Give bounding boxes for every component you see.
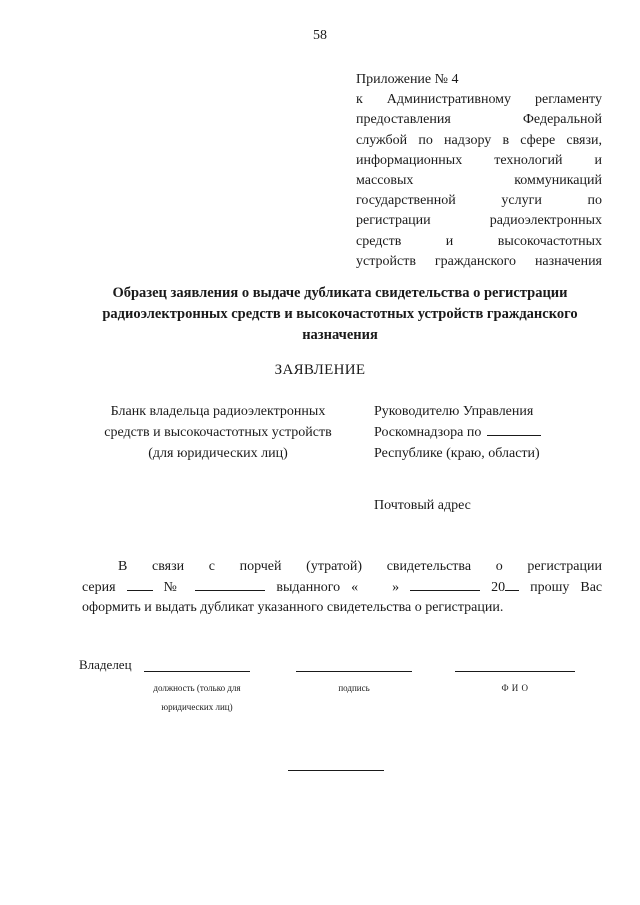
appendix-line: предоставления Федеральной bbox=[356, 112, 602, 128]
letterhead-line: (для юридических лиц) bbox=[148, 446, 288, 461]
body-line: В связи с порчей (утратой) свидетельства о регистрации bbox=[118, 559, 602, 574]
caption-line: юридических лиц) bbox=[161, 702, 233, 712]
name-line[interactable] bbox=[455, 671, 575, 672]
title-line: Образец заявления о выдаче дубликата свидетельства о регистрации bbox=[112, 285, 568, 301]
appendix-line: к Административному регламенту bbox=[356, 92, 602, 108]
appendix-line: регистрации радиоэлектронных bbox=[356, 213, 602, 229]
appendix-line: государственной услуги по bbox=[356, 193, 602, 209]
addressee-block bbox=[374, 401, 614, 464]
owner-label: Владелец bbox=[79, 657, 132, 672]
month-blank[interactable] bbox=[410, 578, 480, 591]
title-line: назначения bbox=[302, 327, 378, 343]
caption-line: должность (только для bbox=[153, 683, 241, 693]
year-prefix: 20 bbox=[491, 579, 506, 595]
appendix-line: массовых коммуникаций bbox=[356, 173, 602, 189]
document-title bbox=[86, 283, 594, 346]
page-number: 58 bbox=[313, 28, 327, 43]
number-blank[interactable] bbox=[195, 578, 265, 591]
letterhead-line: средств и высокочастотных устройств bbox=[104, 425, 332, 440]
number-label: № bbox=[163, 579, 185, 595]
appendix-block bbox=[356, 70, 602, 272]
appendix-line: средств и высокочастотных bbox=[356, 233, 602, 249]
signature-line[interactable] bbox=[296, 671, 412, 672]
addressee-line: Руководителю Управления bbox=[374, 404, 534, 419]
request-label: прошу Вас bbox=[530, 579, 603, 595]
addressee-line: Роскомнадзора по bbox=[374, 425, 482, 440]
appendix-line: службой по надзору в сфере связи, bbox=[356, 132, 602, 148]
signature-caption: подпись bbox=[338, 683, 370, 693]
body-line: оформить и выдать дубликат указанного свидетельства о регистрации. bbox=[82, 600, 504, 615]
closing-separator bbox=[288, 770, 384, 771]
appendix-line: устройств гражданского назначения bbox=[356, 253, 602, 269]
letterhead-line: Бланк владельца радиоэлектронных bbox=[110, 404, 326, 419]
addressee-line: Республике (краю, области) bbox=[374, 446, 540, 461]
body-line-details bbox=[82, 578, 602, 599]
position-line[interactable] bbox=[144, 671, 250, 672]
statement-body bbox=[82, 557, 602, 619]
region-blank[interactable] bbox=[487, 423, 541, 436]
postal-address-label: Почтовый адрес bbox=[374, 498, 471, 513]
addressee-line-region bbox=[374, 422, 614, 443]
statement-heading: ЗАЯВЛЕНИЕ bbox=[274, 362, 366, 378]
position-caption bbox=[124, 683, 270, 712]
appendix-line: информационных технологий и bbox=[356, 152, 602, 168]
appendix-line: Приложение № 4 bbox=[356, 72, 459, 87]
issued-close-quote: » bbox=[392, 579, 400, 595]
name-caption: Ф И О bbox=[501, 683, 529, 693]
year-blank[interactable] bbox=[505, 578, 519, 591]
issued-label: выданного « bbox=[276, 579, 359, 595]
series-blank[interactable] bbox=[127, 578, 153, 591]
title-line: радиоэлектронных средств и высокочастотных устройств гражданского bbox=[102, 306, 578, 322]
letterhead-block bbox=[80, 401, 356, 464]
series-label: серия bbox=[82, 579, 116, 595]
